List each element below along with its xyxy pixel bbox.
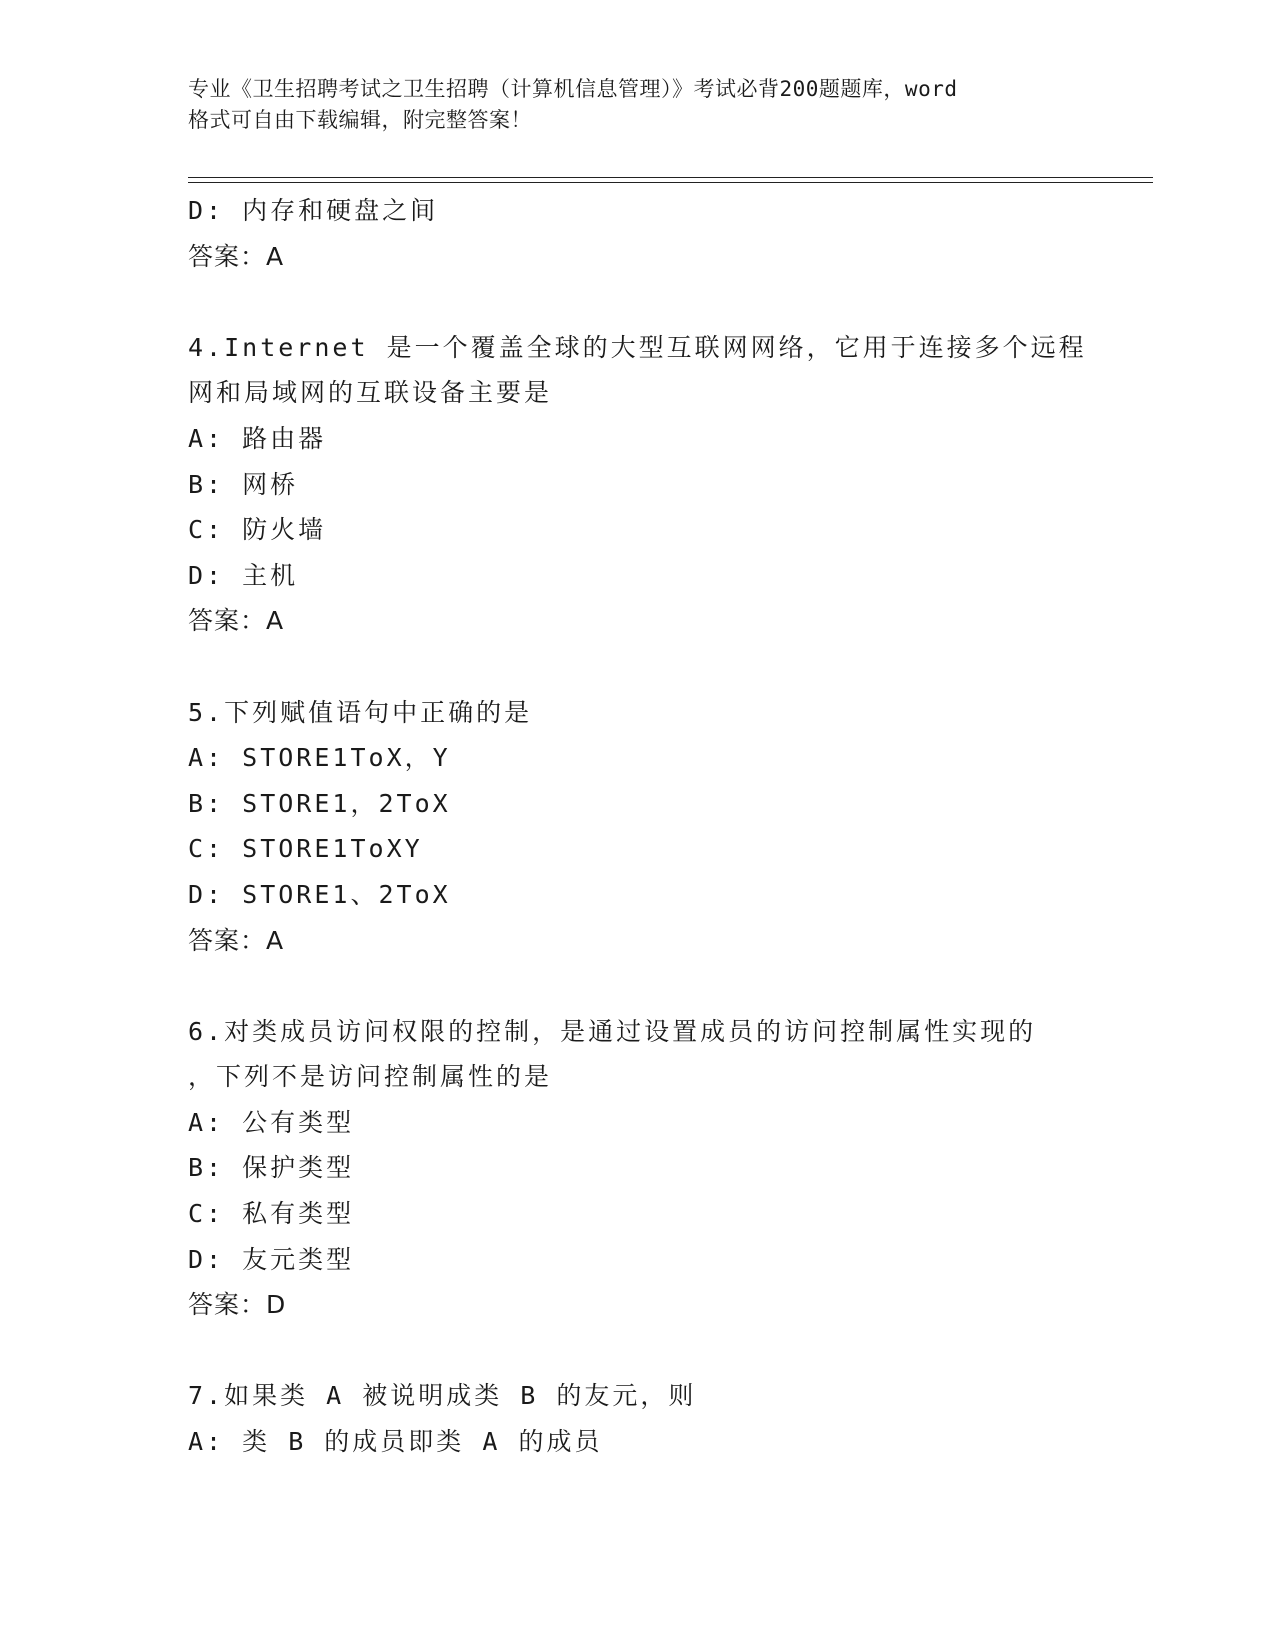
option-c: C: 防火墙: [188, 515, 327, 545]
spacer: [188, 644, 1088, 690]
question-4: [188, 325, 1088, 644]
spacer: [188, 279, 1088, 325]
option-d: D: 内存和硬盘之间: [188, 196, 439, 225]
document-body: [188, 188, 1088, 1465]
answer: 答案：D: [188, 1290, 287, 1320]
option-b: B: 保护类型: [188, 1153, 355, 1183]
option-c: C: STORE1ToXY: [188, 834, 423, 864]
answer: 答案：A: [188, 925, 285, 955]
spacer: [188, 1328, 1088, 1374]
question-stem: 5.下列赋值语句中正确的是: [188, 697, 533, 727]
option-a: A: 类 B 的成员即类 A 的成员: [188, 1427, 603, 1457]
option-d: D: 主机: [188, 560, 299, 590]
question-6: [188, 1009, 1088, 1328]
question-stem-continued: 网和局域网的互联设备主要是: [188, 378, 553, 408]
question-stem: 6.对类成员访问权限的控制，是通过设置成员的访问控制属性实现的: [188, 1016, 1037, 1046]
option-d: D: STORE1、2ToX: [188, 879, 451, 909]
option-b: B: STORE1，2ToX: [188, 788, 451, 818]
question-3-tail: [188, 188, 1088, 279]
header-divider-top: [188, 177, 1153, 178]
header-line-1: 专业《卫生招聘考试之卫生招聘（计算机信息管理）》考试必背200题题库，word: [188, 77, 958, 101]
spacer: [188, 963, 1088, 1009]
header-line-2: 格式可自由下载编辑，附完整答案！: [188, 108, 532, 132]
option-b: B: 网桥: [188, 469, 299, 499]
option-a: A: 路由器: [188, 423, 327, 453]
question-stem: 7.如果类 A 被说明成类 B 的友元，则: [188, 1381, 697, 1411]
option-c: C: 私有类型: [188, 1199, 355, 1229]
answer: 答案：A: [188, 241, 285, 271]
question-stem: 4.Internet 是一个覆盖全球的大型互联网网络，它用于连接多个远程: [188, 332, 1087, 362]
header-divider-bottom: [188, 182, 1153, 183]
option-a: A: STORE1ToX，Y: [188, 743, 451, 773]
option-d: D: 友元类型: [188, 1244, 355, 1274]
question-5: [188, 690, 1088, 964]
document-header: [188, 74, 1088, 136]
answer: 答案：A: [188, 606, 285, 636]
option-a: A: 公有类型: [188, 1107, 355, 1137]
question-7: [188, 1373, 1088, 1464]
question-stem-continued: ，下列不是访问控制属性的是: [188, 1062, 553, 1092]
